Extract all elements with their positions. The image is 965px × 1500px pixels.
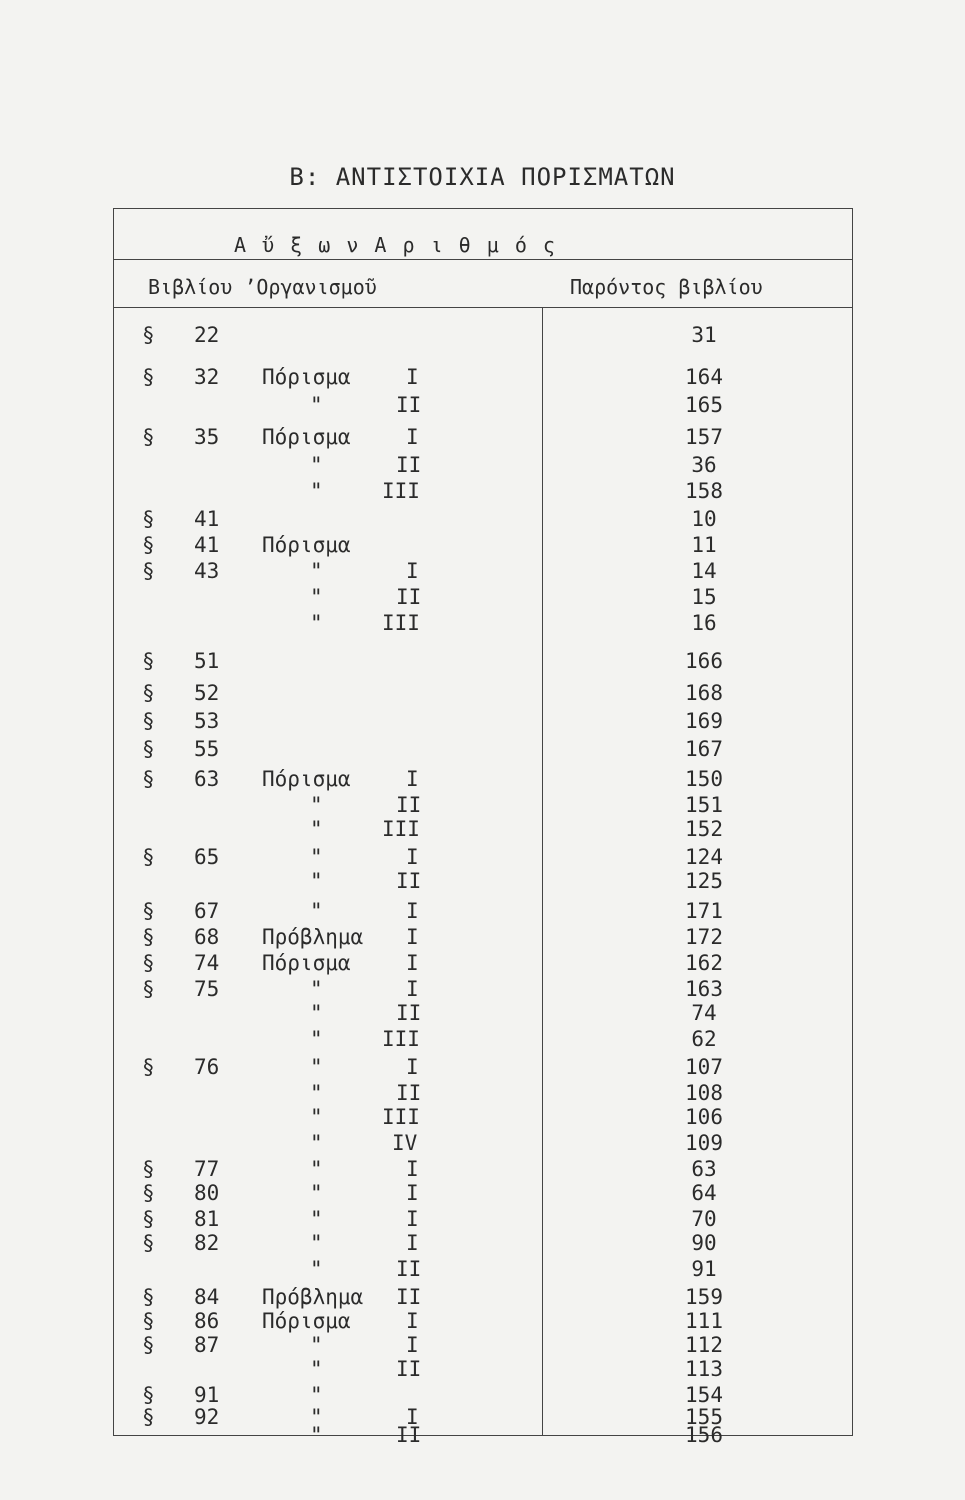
table-row	[114, 1285, 852, 1309]
item-kind: "	[310, 479, 323, 503]
page-number: 106	[685, 1105, 723, 1129]
table-row	[114, 767, 852, 791]
page-number: 167	[685, 737, 723, 761]
item-kind: "	[310, 817, 323, 841]
table-row	[114, 709, 852, 733]
item-ordinal: I	[406, 1309, 419, 1333]
bleed-through-text	[330, 140, 341, 161]
item-ordinal: I	[406, 1231, 419, 1255]
section-number: 77	[194, 1157, 220, 1181]
section-symbol: §	[142, 737, 155, 761]
page-number: 15	[691, 585, 717, 609]
table-row	[114, 869, 852, 893]
page-number: 162	[685, 951, 723, 975]
section-symbol: §	[142, 1207, 155, 1231]
section-number: 55	[194, 737, 220, 761]
item-ordinal: II	[396, 793, 422, 817]
section-symbol: §	[142, 649, 155, 673]
page-number: 10	[691, 507, 717, 531]
item-ordinal: I	[406, 925, 419, 949]
table-row	[114, 977, 852, 1001]
page-number: 107	[685, 1055, 723, 1079]
item-kind: "	[310, 393, 323, 417]
item-ordinal: I	[406, 899, 419, 923]
section-symbol: §	[142, 1285, 155, 1309]
item-ordinal: I	[406, 1055, 419, 1079]
page-number: 159	[685, 1285, 723, 1309]
item-ordinal: I	[406, 977, 419, 1001]
page-number: 11	[691, 533, 717, 557]
item-ordinal: I	[406, 951, 419, 975]
section-symbol: §	[142, 1309, 155, 1333]
item-ordinal: I	[406, 1207, 419, 1231]
item-kind: "	[310, 585, 323, 609]
item-kind: "	[310, 611, 323, 635]
table-row	[114, 559, 852, 583]
page-number: 112	[685, 1333, 723, 1357]
item-kind: Πόρισμα	[262, 365, 351, 389]
table-row	[114, 1257, 852, 1281]
page-number: 63	[691, 1157, 717, 1181]
item-ordinal: II	[396, 1285, 422, 1309]
section-symbol: §	[142, 845, 155, 869]
page-number: 62	[691, 1027, 717, 1051]
table-row	[114, 681, 852, 705]
page-number: 171	[685, 899, 723, 923]
section-number: 51	[194, 649, 220, 673]
section-symbol: §	[142, 1405, 155, 1429]
item-ordinal: III	[382, 1105, 420, 1129]
item-kind: "	[310, 899, 323, 923]
item-ordinal: II	[396, 869, 422, 893]
section-number: 22	[194, 323, 220, 347]
item-ordinal: II	[396, 1001, 422, 1025]
section-symbol: §	[142, 533, 155, 557]
section-number: 91	[194, 1383, 220, 1407]
table-row	[114, 899, 852, 923]
correspondence-table	[113, 208, 853, 1447]
item-ordinal: I	[406, 365, 419, 389]
page-number: 91	[691, 1257, 717, 1281]
section-number: 82	[194, 1231, 220, 1255]
section-number: 35	[194, 425, 220, 449]
section-symbol: §	[142, 925, 155, 949]
section-symbol: §	[142, 559, 155, 583]
section-symbol: §	[142, 507, 155, 531]
item-kind: "	[310, 1405, 323, 1429]
table-row	[114, 479, 852, 503]
table-row	[114, 393, 852, 417]
item-ordinal: II	[396, 393, 422, 417]
section-symbol: §	[142, 1231, 155, 1255]
section-symbol: §	[142, 951, 155, 975]
item-ordinal: III	[382, 611, 420, 635]
item-kind: "	[310, 1001, 323, 1025]
item-kind: "	[310, 1055, 323, 1079]
page-number: 151	[685, 793, 723, 817]
item-ordinal: I	[406, 1181, 419, 1205]
section-symbol: §	[142, 1181, 155, 1205]
item-kind: Πόρισμα	[262, 767, 351, 791]
item-kind: "	[310, 793, 323, 817]
table-row	[114, 1105, 852, 1129]
item-kind: Πόρισμα	[262, 533, 351, 557]
item-kind: "	[310, 1027, 323, 1051]
table-row	[114, 1231, 852, 1255]
section-number: 87	[194, 1333, 220, 1357]
table-row	[114, 649, 852, 673]
table-row	[114, 845, 852, 869]
section-symbol: §	[142, 1157, 155, 1181]
section-number: 84	[194, 1285, 220, 1309]
item-ordinal: I	[406, 1157, 419, 1181]
table-row	[114, 1131, 852, 1155]
section-number: 74	[194, 951, 220, 975]
item-ordinal: II	[396, 585, 422, 609]
item-ordinal: I	[406, 767, 419, 791]
page-number: 163	[685, 977, 723, 1001]
item-kind: "	[310, 1157, 323, 1181]
table-row	[114, 425, 852, 449]
table-row	[114, 951, 852, 975]
section-symbol: §	[142, 1383, 155, 1407]
section-number: 52	[194, 681, 220, 705]
item-ordinal: IV	[392, 1131, 418, 1155]
item-kind: Πόρισμα	[262, 425, 351, 449]
item-ordinal: II	[396, 1081, 422, 1105]
header-right: Παρόντος βιβλίου	[570, 275, 763, 299]
section-symbol: §	[142, 323, 155, 347]
page-number: 155	[685, 1405, 723, 1429]
page-number: 64	[691, 1181, 717, 1205]
section-symbol: §	[142, 1055, 155, 1079]
header-divider-1	[114, 259, 852, 260]
page-number: 14	[691, 559, 717, 583]
page-number: 113	[685, 1357, 723, 1381]
table-row	[114, 1207, 852, 1231]
item-ordinal: III	[382, 817, 420, 841]
page-title: Β: ΑΝΤΙΣΤΟΙΧΙΑ ΠΟΡΙΣΜΑΤΩΝ	[289, 163, 676, 191]
page-number: 36	[691, 453, 717, 477]
section-number: 67	[194, 899, 220, 923]
header-divider-2	[114, 307, 852, 308]
item-kind: "	[310, 1333, 323, 1357]
section-number: 63	[194, 767, 220, 791]
table-row	[114, 585, 852, 609]
table-row	[114, 323, 852, 347]
table-row	[114, 1157, 852, 1181]
table-row	[114, 737, 852, 761]
item-kind: "	[310, 1423, 323, 1447]
page-number: 154	[685, 1383, 723, 1407]
page-number: 172	[685, 925, 723, 949]
section-symbol: §	[142, 899, 155, 923]
item-kind: "	[310, 1207, 323, 1231]
item-ordinal: II	[396, 1423, 422, 1447]
section-symbol: §	[142, 977, 155, 1001]
item-ordinal: II	[396, 1357, 422, 1381]
table-row	[114, 453, 852, 477]
section-number: 76	[194, 1055, 220, 1079]
item-kind: Πόρισμα	[262, 951, 351, 975]
page-number: 125	[685, 869, 723, 893]
table-row	[114, 925, 852, 949]
table-row	[114, 1001, 852, 1025]
table-row	[114, 817, 852, 841]
item-ordinal: II	[396, 1257, 422, 1281]
section-number: 43	[194, 559, 220, 583]
page-number: 165	[685, 393, 723, 417]
table-row	[114, 365, 852, 389]
item-ordinal: I	[406, 425, 419, 449]
page-number: 152	[685, 817, 723, 841]
table-row	[114, 1333, 852, 1357]
page-number: 90	[691, 1231, 717, 1255]
item-kind: "	[310, 1105, 323, 1129]
page-number: 158	[685, 479, 723, 503]
item-kind: "	[310, 869, 323, 893]
item-ordinal: I	[406, 845, 419, 869]
table-row	[114, 1055, 852, 1079]
page-number: 111	[685, 1309, 723, 1333]
item-ordinal: III	[382, 479, 420, 503]
table-row	[114, 507, 852, 531]
table-row	[114, 1423, 852, 1447]
item-kind: "	[310, 1231, 323, 1255]
page-number: 168	[685, 681, 723, 705]
section-number: 65	[194, 845, 220, 869]
page-number: 16	[691, 611, 717, 635]
section-number: 75	[194, 977, 220, 1001]
item-kind: "	[310, 1131, 323, 1155]
table-row	[114, 793, 852, 817]
table-row	[114, 533, 852, 557]
section-number: 41	[194, 507, 220, 531]
page-number: 31	[691, 323, 717, 347]
table-row	[114, 1357, 852, 1381]
section-symbol: §	[142, 709, 155, 733]
header-left: Βιβλίου ʼΟργανισμοῦ	[148, 275, 377, 299]
section-number: 86	[194, 1309, 220, 1333]
item-kind: "	[310, 559, 323, 583]
table-row	[114, 1181, 852, 1205]
item-ordinal: I	[406, 559, 419, 583]
page-number: 74	[691, 1001, 717, 1025]
section-number: 80	[194, 1181, 220, 1205]
section-symbol: §	[142, 425, 155, 449]
page-number: 164	[685, 365, 723, 389]
section-symbol: §	[142, 1333, 155, 1357]
section-number: 32	[194, 365, 220, 389]
table-row	[114, 1027, 852, 1051]
section-number: 41	[194, 533, 220, 557]
item-kind: Πρόβλημα	[262, 1285, 364, 1309]
item-kind: Πρόβλημα	[262, 925, 364, 949]
header-main: Α ὔ ξ ω ν Α ρ ι θ μ ό ς	[234, 233, 555, 257]
item-ordinal: I	[406, 1405, 419, 1429]
section-number: 81	[194, 1207, 220, 1231]
section-number: 53	[194, 709, 220, 733]
item-kind: "	[310, 845, 323, 869]
page-number: 124	[685, 845, 723, 869]
page-number: 169	[685, 709, 723, 733]
page-number: 166	[685, 649, 723, 673]
section-number: 92	[194, 1405, 220, 1429]
item-kind: Πόρισμα	[262, 1309, 351, 1333]
page-number: 157	[685, 425, 723, 449]
section-symbol: §	[142, 767, 155, 791]
page-number: 108	[685, 1081, 723, 1105]
item-ordinal: I	[406, 1333, 419, 1357]
section-symbol: §	[142, 681, 155, 705]
item-kind: "	[310, 1357, 323, 1381]
item-kind: "	[310, 977, 323, 1001]
table-row	[114, 1383, 852, 1407]
item-kind: "	[310, 453, 323, 477]
item-ordinal: II	[396, 453, 422, 477]
section-number: 68	[194, 925, 220, 949]
page-number: 156	[685, 1423, 723, 1447]
item-kind: "	[310, 1257, 323, 1281]
table-row	[114, 1309, 852, 1333]
item-kind: "	[310, 1081, 323, 1105]
item-ordinal: III	[382, 1027, 420, 1051]
table-row	[114, 611, 852, 635]
page-number: 109	[685, 1131, 723, 1155]
page-number: 70	[691, 1207, 717, 1231]
item-kind: "	[310, 1383, 323, 1407]
item-kind: "	[310, 1181, 323, 1205]
section-symbol: §	[142, 365, 155, 389]
page-number: 150	[685, 767, 723, 791]
table-row	[114, 1081, 852, 1105]
